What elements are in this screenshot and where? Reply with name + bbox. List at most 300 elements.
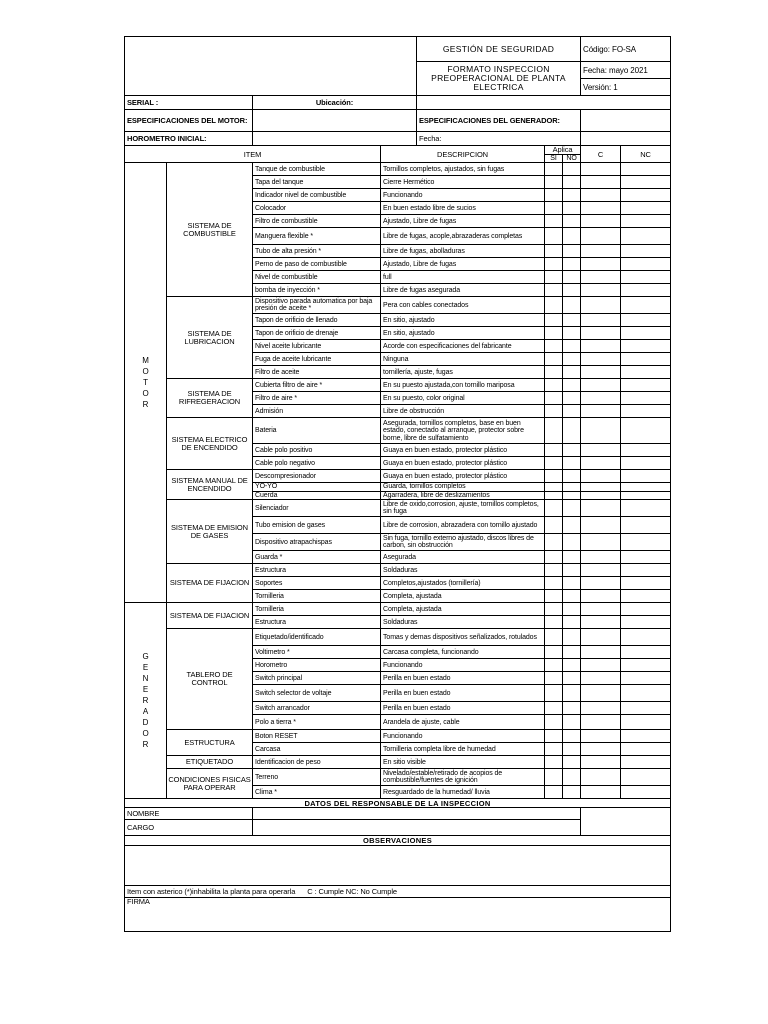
table-row bbox=[125, 418, 671, 444]
c-checkbox[interactable] bbox=[581, 258, 621, 271]
nc-checkbox[interactable] bbox=[621, 379, 671, 392]
si-checkbox[interactable] bbox=[545, 577, 563, 590]
no-checkbox[interactable] bbox=[563, 756, 581, 769]
description-cell: Completos,ajustados (tornillería) bbox=[381, 577, 545, 590]
c-checkbox[interactable] bbox=[581, 590, 621, 603]
no-checkbox[interactable] bbox=[563, 327, 581, 340]
table-row bbox=[125, 769, 671, 786]
description-cell: Asegurada, tornillos completos, base en buen estado, conectado al arranque, protector sobre borne, libre de sulfatamiento bbox=[381, 418, 545, 444]
responsible-heading: DATOS DEL RESPONSABLE DE LA INSPECCION bbox=[125, 799, 671, 808]
inspection-table bbox=[124, 36, 671, 932]
si-checkbox[interactable] bbox=[545, 271, 563, 284]
c-checkbox[interactable] bbox=[581, 730, 621, 743]
description-cell: Ajustado, Libre de fugas bbox=[381, 258, 545, 271]
c-checkbox[interactable] bbox=[581, 271, 621, 284]
nc-checkbox[interactable] bbox=[621, 418, 671, 444]
c-checkbox[interactable] bbox=[581, 629, 621, 646]
no-checkbox[interactable] bbox=[563, 646, 581, 659]
description-cell: Libre de fugas, abolladuras bbox=[381, 245, 545, 258]
description-cell: Carcasa completa, funcionando bbox=[381, 646, 545, 659]
item-cell: Tubo emision de gases bbox=[253, 517, 381, 534]
si-checkbox[interactable] bbox=[545, 258, 563, 271]
si-checkbox[interactable] bbox=[545, 163, 563, 176]
nc-checkbox[interactable] bbox=[621, 564, 671, 577]
si-checkbox[interactable] bbox=[545, 215, 563, 228]
nc-checkbox[interactable] bbox=[621, 483, 671, 491]
si-checkbox[interactable] bbox=[545, 457, 563, 470]
column-description: DESCRIPCION bbox=[381, 146, 545, 163]
nc-checkbox[interactable] bbox=[621, 517, 671, 534]
nc-checkbox[interactable] bbox=[621, 245, 671, 258]
header-format: FORMATO INSPECCION PREOPERACIONAL DE PLANTA ELECTRICA bbox=[417, 62, 581, 96]
no-checkbox[interactable] bbox=[563, 702, 581, 715]
no-checkbox[interactable] bbox=[563, 685, 581, 702]
item-cell: Soportes bbox=[253, 577, 381, 590]
no-checkbox[interactable] bbox=[563, 457, 581, 470]
date-label: Fecha: bbox=[417, 132, 581, 146]
column-nc: NC bbox=[621, 146, 671, 163]
location-label: Ubicación: bbox=[253, 96, 417, 110]
c-checkbox[interactable] bbox=[581, 202, 621, 215]
description-cell: Resguardado de la humedad/ lluvia bbox=[381, 786, 545, 799]
column-si: SI bbox=[545, 155, 563, 163]
c-checkbox[interactable] bbox=[581, 228, 621, 245]
description-cell: Pera con cables conectados bbox=[381, 297, 545, 314]
no-checkbox[interactable] bbox=[563, 534, 581, 551]
c-checkbox[interactable] bbox=[581, 551, 621, 564]
si-checkbox[interactable] bbox=[545, 743, 563, 756]
c-checkbox[interactable] bbox=[581, 685, 621, 702]
item-cell: Horometro bbox=[253, 659, 381, 672]
nc-checkbox[interactable] bbox=[621, 258, 671, 271]
table-row bbox=[125, 500, 671, 517]
description-cell: Cierre Hermético bbox=[381, 176, 545, 189]
nc-checkbox[interactable] bbox=[621, 603, 671, 616]
nc-checkbox[interactable] bbox=[621, 577, 671, 590]
name-label: NOMBRE bbox=[125, 808, 253, 820]
si-checkbox[interactable] bbox=[545, 629, 563, 646]
item-cell: Polo a tierra * bbox=[253, 715, 381, 730]
no-checkbox[interactable] bbox=[563, 769, 581, 786]
c-checkbox[interactable] bbox=[581, 284, 621, 297]
si-checkbox[interactable] bbox=[545, 491, 563, 499]
no-checkbox[interactable] bbox=[563, 551, 581, 564]
no-checkbox[interactable] bbox=[563, 577, 581, 590]
c-checkbox[interactable] bbox=[581, 769, 621, 786]
no-checkbox[interactable] bbox=[563, 176, 581, 189]
c-checkbox[interactable] bbox=[581, 379, 621, 392]
group-label: SISTEMA ELECTRICO DE ENCENDIDO bbox=[167, 418, 253, 470]
si-checkbox[interactable] bbox=[545, 590, 563, 603]
description-cell: Funcionando bbox=[381, 730, 545, 743]
description-cell: Guaya en buen estado, protector plástico bbox=[381, 444, 545, 457]
generator-specs-field[interactable] bbox=[581, 110, 671, 132]
nc-checkbox[interactable] bbox=[621, 176, 671, 189]
nc-checkbox[interactable] bbox=[621, 215, 671, 228]
c-checkbox[interactable] bbox=[581, 444, 621, 457]
si-checkbox[interactable] bbox=[545, 616, 563, 629]
item-cell: Estructura bbox=[253, 616, 381, 629]
c-checkbox[interactable] bbox=[581, 176, 621, 189]
c-checkbox[interactable] bbox=[581, 314, 621, 327]
nc-checkbox[interactable] bbox=[621, 202, 671, 215]
motor-specs-field[interactable] bbox=[253, 110, 417, 132]
no-checkbox[interactable] bbox=[563, 284, 581, 297]
group-label: SISTEMA DE LUBRICACION bbox=[167, 297, 253, 379]
no-checkbox[interactable] bbox=[563, 189, 581, 202]
si-checkbox[interactable] bbox=[545, 366, 563, 379]
si-checkbox[interactable] bbox=[545, 284, 563, 297]
no-checkbox[interactable] bbox=[563, 258, 581, 271]
no-checkbox[interactable] bbox=[563, 659, 581, 672]
nc-checkbox[interactable] bbox=[621, 284, 671, 297]
no-checkbox[interactable] bbox=[563, 590, 581, 603]
nc-checkbox[interactable] bbox=[621, 353, 671, 366]
nc-checkbox[interactable] bbox=[621, 500, 671, 517]
no-checkbox[interactable] bbox=[563, 366, 581, 379]
table-row bbox=[125, 564, 671, 577]
nc-checkbox[interactable] bbox=[621, 646, 671, 659]
location-field[interactable] bbox=[417, 96, 671, 110]
c-checkbox[interactable] bbox=[581, 353, 621, 366]
group-label: SISTEMA DE RIFREGERACION bbox=[167, 379, 253, 418]
no-checkbox[interactable] bbox=[563, 392, 581, 405]
si-checkbox[interactable] bbox=[545, 685, 563, 702]
item-cell: Manguera flexible * bbox=[253, 228, 381, 245]
nc-checkbox[interactable] bbox=[621, 457, 671, 470]
c-checkbox[interactable] bbox=[581, 564, 621, 577]
item-cell: Guarda * bbox=[253, 551, 381, 564]
c-checkbox[interactable] bbox=[581, 297, 621, 314]
item-cell: Boton RESET bbox=[253, 730, 381, 743]
footer-note bbox=[125, 886, 671, 898]
column-no: NO bbox=[563, 155, 581, 163]
generator-specs-label: ESPECIFICACIONES DEL GENERADOR: bbox=[417, 110, 581, 132]
section-label: M O T O R bbox=[125, 163, 167, 603]
item-cell: Tanque de combustible bbox=[253, 163, 381, 176]
description-cell: Agarradera, libre de deslizamientos bbox=[381, 491, 545, 499]
c-checkbox[interactable] bbox=[581, 457, 621, 470]
nc-checkbox[interactable] bbox=[621, 444, 671, 457]
observations-field[interactable] bbox=[125, 846, 671, 886]
nc-checkbox[interactable] bbox=[621, 616, 671, 629]
no-checkbox[interactable] bbox=[563, 483, 581, 491]
c-checkbox[interactable] bbox=[581, 491, 621, 499]
si-checkbox[interactable] bbox=[545, 418, 563, 444]
c-checkbox[interactable] bbox=[581, 340, 621, 353]
position-extra bbox=[581, 820, 671, 836]
c-checkbox[interactable] bbox=[581, 672, 621, 685]
si-checkbox[interactable] bbox=[545, 769, 563, 786]
nc-checkbox[interactable] bbox=[621, 786, 671, 799]
si-checkbox[interactable] bbox=[545, 245, 563, 258]
nc-checkbox[interactable] bbox=[621, 271, 671, 284]
no-checkbox[interactable] bbox=[563, 444, 581, 457]
signature-field[interactable]: FIRMA bbox=[125, 898, 671, 932]
si-checkbox[interactable] bbox=[545, 672, 563, 685]
nc-checkbox[interactable] bbox=[621, 405, 671, 418]
si-checkbox[interactable] bbox=[545, 176, 563, 189]
no-checkbox[interactable] bbox=[563, 730, 581, 743]
no-checkbox[interactable] bbox=[563, 418, 581, 444]
item-cell: Etiquetado/identificado bbox=[253, 629, 381, 646]
c-checkbox[interactable] bbox=[581, 327, 621, 340]
nc-checkbox[interactable] bbox=[621, 715, 671, 730]
table-row bbox=[125, 297, 671, 314]
nc-checkbox[interactable] bbox=[621, 659, 671, 672]
description-cell: full bbox=[381, 271, 545, 284]
no-checkbox[interactable] bbox=[563, 340, 581, 353]
nc-checkbox[interactable] bbox=[621, 228, 671, 245]
group-label: ESTRUCTURA bbox=[167, 730, 253, 756]
item-cell: Tornilleria bbox=[253, 590, 381, 603]
si-checkbox[interactable] bbox=[545, 551, 563, 564]
item-cell: Switch arrancador bbox=[253, 702, 381, 715]
c-checkbox[interactable] bbox=[581, 189, 621, 202]
date-field[interactable] bbox=[581, 132, 671, 146]
c-checkbox[interactable] bbox=[581, 470, 621, 483]
name-field[interactable] bbox=[253, 808, 581, 820]
c-checkbox[interactable] bbox=[581, 646, 621, 659]
si-checkbox[interactable] bbox=[545, 327, 563, 340]
nc-checkbox[interactable] bbox=[621, 189, 671, 202]
no-checkbox[interactable] bbox=[563, 353, 581, 366]
no-checkbox[interactable] bbox=[563, 743, 581, 756]
table-row bbox=[125, 730, 671, 743]
item-cell: Bateria bbox=[253, 418, 381, 444]
hourmeter-label: HOROMETRO INICIAL: bbox=[125, 132, 253, 146]
si-checkbox[interactable] bbox=[545, 379, 563, 392]
si-checkbox[interactable] bbox=[545, 646, 563, 659]
position-label: CARGO bbox=[125, 820, 253, 836]
item-cell: Carcasa bbox=[253, 743, 381, 756]
nc-checkbox[interactable] bbox=[621, 366, 671, 379]
nc-checkbox[interactable] bbox=[621, 756, 671, 769]
table-row bbox=[125, 163, 671, 176]
si-checkbox[interactable] bbox=[545, 228, 563, 245]
no-checkbox[interactable] bbox=[563, 163, 581, 176]
c-checkbox[interactable] bbox=[581, 405, 621, 418]
item-cell: Nivel aceite lubricante bbox=[253, 340, 381, 353]
c-checkbox[interactable] bbox=[581, 366, 621, 379]
c-checkbox[interactable] bbox=[581, 500, 621, 517]
no-checkbox[interactable] bbox=[563, 297, 581, 314]
description-cell: Funcionando bbox=[381, 659, 545, 672]
si-checkbox[interactable] bbox=[545, 702, 563, 715]
si-checkbox[interactable] bbox=[545, 353, 563, 366]
header-code: Código: FO-SA bbox=[581, 37, 671, 62]
c-checkbox[interactable] bbox=[581, 616, 621, 629]
si-checkbox[interactable] bbox=[545, 603, 563, 616]
header-date: Fecha: mayo 2021 bbox=[581, 62, 671, 79]
description-cell: Guarda, tornillos completos bbox=[381, 483, 545, 491]
nc-checkbox[interactable] bbox=[621, 163, 671, 176]
section-label: G E N E R A D O R bbox=[125, 603, 167, 799]
asterisk-note: Item con asterico (*)inhabilita la planta para operarla bbox=[127, 887, 296, 897]
description-cell: Nivelado/estable/retirado de acopios de combustible/fuentes de ignición bbox=[381, 769, 545, 786]
item-cell: Cubierta filtro de aire * bbox=[253, 379, 381, 392]
item-cell: Switch selector de voltaje bbox=[253, 685, 381, 702]
no-checkbox[interactable] bbox=[563, 405, 581, 418]
description-cell: Perilla en buen estado bbox=[381, 672, 545, 685]
nc-checkbox[interactable] bbox=[621, 702, 671, 715]
item-cell: Tapon de orificio de llenado bbox=[253, 314, 381, 327]
hourmeter-field[interactable] bbox=[253, 132, 417, 146]
group-label: TABLERO DE CONTROL bbox=[167, 629, 253, 730]
si-checkbox[interactable] bbox=[545, 189, 563, 202]
no-checkbox[interactable] bbox=[563, 672, 581, 685]
c-checkbox[interactable] bbox=[581, 483, 621, 491]
no-checkbox[interactable] bbox=[563, 314, 581, 327]
observations-heading: OBSERVACIONES bbox=[125, 836, 671, 846]
c-checkbox[interactable] bbox=[581, 659, 621, 672]
column-item: ITEM bbox=[125, 146, 381, 163]
no-checkbox[interactable] bbox=[563, 603, 581, 616]
serial-label: SERIAL : bbox=[125, 96, 253, 110]
description-cell: Tornilleria completa libre de humedad bbox=[381, 743, 545, 756]
table-row bbox=[125, 756, 671, 769]
c-checkbox[interactable] bbox=[581, 392, 621, 405]
no-checkbox[interactable] bbox=[563, 215, 581, 228]
no-checkbox[interactable] bbox=[563, 228, 581, 245]
description-cell: Libre de corrosion, abrazadera con tornillo ajustado bbox=[381, 517, 545, 534]
c-checkbox[interactable] bbox=[581, 702, 621, 715]
nc-checkbox[interactable] bbox=[621, 769, 671, 786]
no-checkbox[interactable] bbox=[563, 517, 581, 534]
description-cell: En su puesto, color original bbox=[381, 392, 545, 405]
description-cell: Acorde con especificaciones del fabricante bbox=[381, 340, 545, 353]
c-checkbox[interactable] bbox=[581, 756, 621, 769]
description-cell: tornillería, ajuste, fugas bbox=[381, 366, 545, 379]
c-checkbox[interactable] bbox=[581, 215, 621, 228]
si-checkbox[interactable] bbox=[545, 659, 563, 672]
item-cell: Fuga de aceite lubricante bbox=[253, 353, 381, 366]
item-cell: Filtro de aceite bbox=[253, 366, 381, 379]
no-checkbox[interactable] bbox=[563, 491, 581, 499]
description-cell: En sitio, ajustado bbox=[381, 314, 545, 327]
si-checkbox[interactable] bbox=[545, 405, 563, 418]
si-checkbox[interactable] bbox=[545, 756, 563, 769]
description-cell: Perilla en buen estado bbox=[381, 685, 545, 702]
description-cell: Libre de fugas asegurada bbox=[381, 284, 545, 297]
no-checkbox[interactable] bbox=[563, 500, 581, 517]
c-checkbox[interactable] bbox=[581, 603, 621, 616]
description-cell: Completa, ajustada bbox=[381, 590, 545, 603]
nc-checkbox[interactable] bbox=[621, 327, 671, 340]
si-checkbox[interactable] bbox=[545, 500, 563, 517]
c-checkbox[interactable] bbox=[581, 715, 621, 730]
item-cell: YO-YO bbox=[253, 483, 381, 491]
item-cell: Colocador bbox=[253, 202, 381, 215]
c-checkbox[interactable] bbox=[581, 517, 621, 534]
si-checkbox[interactable] bbox=[545, 444, 563, 457]
description-cell: En sitio visible bbox=[381, 756, 545, 769]
item-cell: bomba de inyección * bbox=[253, 284, 381, 297]
nc-checkbox[interactable] bbox=[621, 470, 671, 483]
si-checkbox[interactable] bbox=[545, 340, 563, 353]
si-checkbox[interactable] bbox=[545, 517, 563, 534]
position-field[interactable] bbox=[253, 820, 581, 836]
nc-checkbox[interactable] bbox=[621, 551, 671, 564]
nc-checkbox[interactable] bbox=[621, 491, 671, 499]
item-cell: Voltimetro * bbox=[253, 646, 381, 659]
description-cell: Soldaduras bbox=[381, 616, 545, 629]
table-row bbox=[125, 379, 671, 392]
nc-checkbox[interactable] bbox=[621, 685, 671, 702]
c-checkbox[interactable] bbox=[581, 577, 621, 590]
si-checkbox[interactable] bbox=[545, 564, 563, 577]
description-cell: Libre de oxido,corrosion, ajuste, tornillos completos, sin fuga bbox=[381, 500, 545, 517]
c-checkbox[interactable] bbox=[581, 743, 621, 756]
no-checkbox[interactable] bbox=[563, 202, 581, 215]
si-checkbox[interactable] bbox=[545, 730, 563, 743]
no-checkbox[interactable] bbox=[563, 715, 581, 730]
item-cell: Switch principal bbox=[253, 672, 381, 685]
nc-checkbox[interactable] bbox=[621, 743, 671, 756]
si-checkbox[interactable] bbox=[545, 314, 563, 327]
description-cell: En sitio, ajustado bbox=[381, 327, 545, 340]
description-cell: Tomas y demas dispositivos señalizados, rotulados bbox=[381, 629, 545, 646]
description-cell: En buen estado libre de sucios bbox=[381, 202, 545, 215]
no-checkbox[interactable] bbox=[563, 629, 581, 646]
si-checkbox[interactable] bbox=[545, 470, 563, 483]
si-checkbox[interactable] bbox=[545, 297, 563, 314]
group-label: SISTEMA DE FIJACION bbox=[167, 603, 253, 629]
c-checkbox[interactable] bbox=[581, 534, 621, 551]
si-checkbox[interactable] bbox=[545, 786, 563, 799]
item-cell: Indicador nivel de combustible bbox=[253, 189, 381, 202]
item-cell: Filtro de aire * bbox=[253, 392, 381, 405]
si-checkbox[interactable] bbox=[545, 483, 563, 491]
no-checkbox[interactable] bbox=[563, 271, 581, 284]
nc-checkbox[interactable] bbox=[621, 340, 671, 353]
no-checkbox[interactable] bbox=[563, 616, 581, 629]
si-checkbox[interactable] bbox=[545, 715, 563, 730]
group-label: SISTEMA DE FIJACION bbox=[167, 564, 253, 603]
si-checkbox[interactable] bbox=[545, 534, 563, 551]
logo-area bbox=[125, 37, 417, 96]
nc-checkbox[interactable] bbox=[621, 392, 671, 405]
c-checkbox[interactable] bbox=[581, 163, 621, 176]
no-checkbox[interactable] bbox=[563, 786, 581, 799]
si-checkbox[interactable] bbox=[545, 202, 563, 215]
compliance-legend: C : Cumple NC: No Cumple bbox=[307, 887, 397, 897]
group-label: SISTEMA DE COMBUSTIBLE bbox=[167, 163, 253, 297]
nc-checkbox[interactable] bbox=[621, 297, 671, 314]
c-checkbox[interactable] bbox=[581, 418, 621, 444]
item-cell: Tubo de alta presión * bbox=[253, 245, 381, 258]
item-cell: Cuerda bbox=[253, 491, 381, 499]
si-checkbox[interactable] bbox=[545, 392, 563, 405]
c-checkbox[interactable] bbox=[581, 786, 621, 799]
description-cell: Ninguna bbox=[381, 353, 545, 366]
c-checkbox[interactable] bbox=[581, 245, 621, 258]
nc-checkbox[interactable] bbox=[621, 672, 671, 685]
inspection-form bbox=[124, 36, 670, 1024]
nc-checkbox[interactable] bbox=[621, 314, 671, 327]
name-extra bbox=[581, 808, 671, 820]
table-row bbox=[125, 603, 671, 616]
nc-checkbox[interactable] bbox=[621, 730, 671, 743]
no-checkbox[interactable] bbox=[563, 379, 581, 392]
no-checkbox[interactable] bbox=[563, 470, 581, 483]
no-checkbox[interactable] bbox=[563, 245, 581, 258]
nc-checkbox[interactable] bbox=[621, 629, 671, 646]
no-checkbox[interactable] bbox=[563, 564, 581, 577]
nc-checkbox[interactable] bbox=[621, 590, 671, 603]
description-cell: Guaya en buen estado, protector plástico bbox=[381, 470, 545, 483]
nc-checkbox[interactable] bbox=[621, 534, 671, 551]
